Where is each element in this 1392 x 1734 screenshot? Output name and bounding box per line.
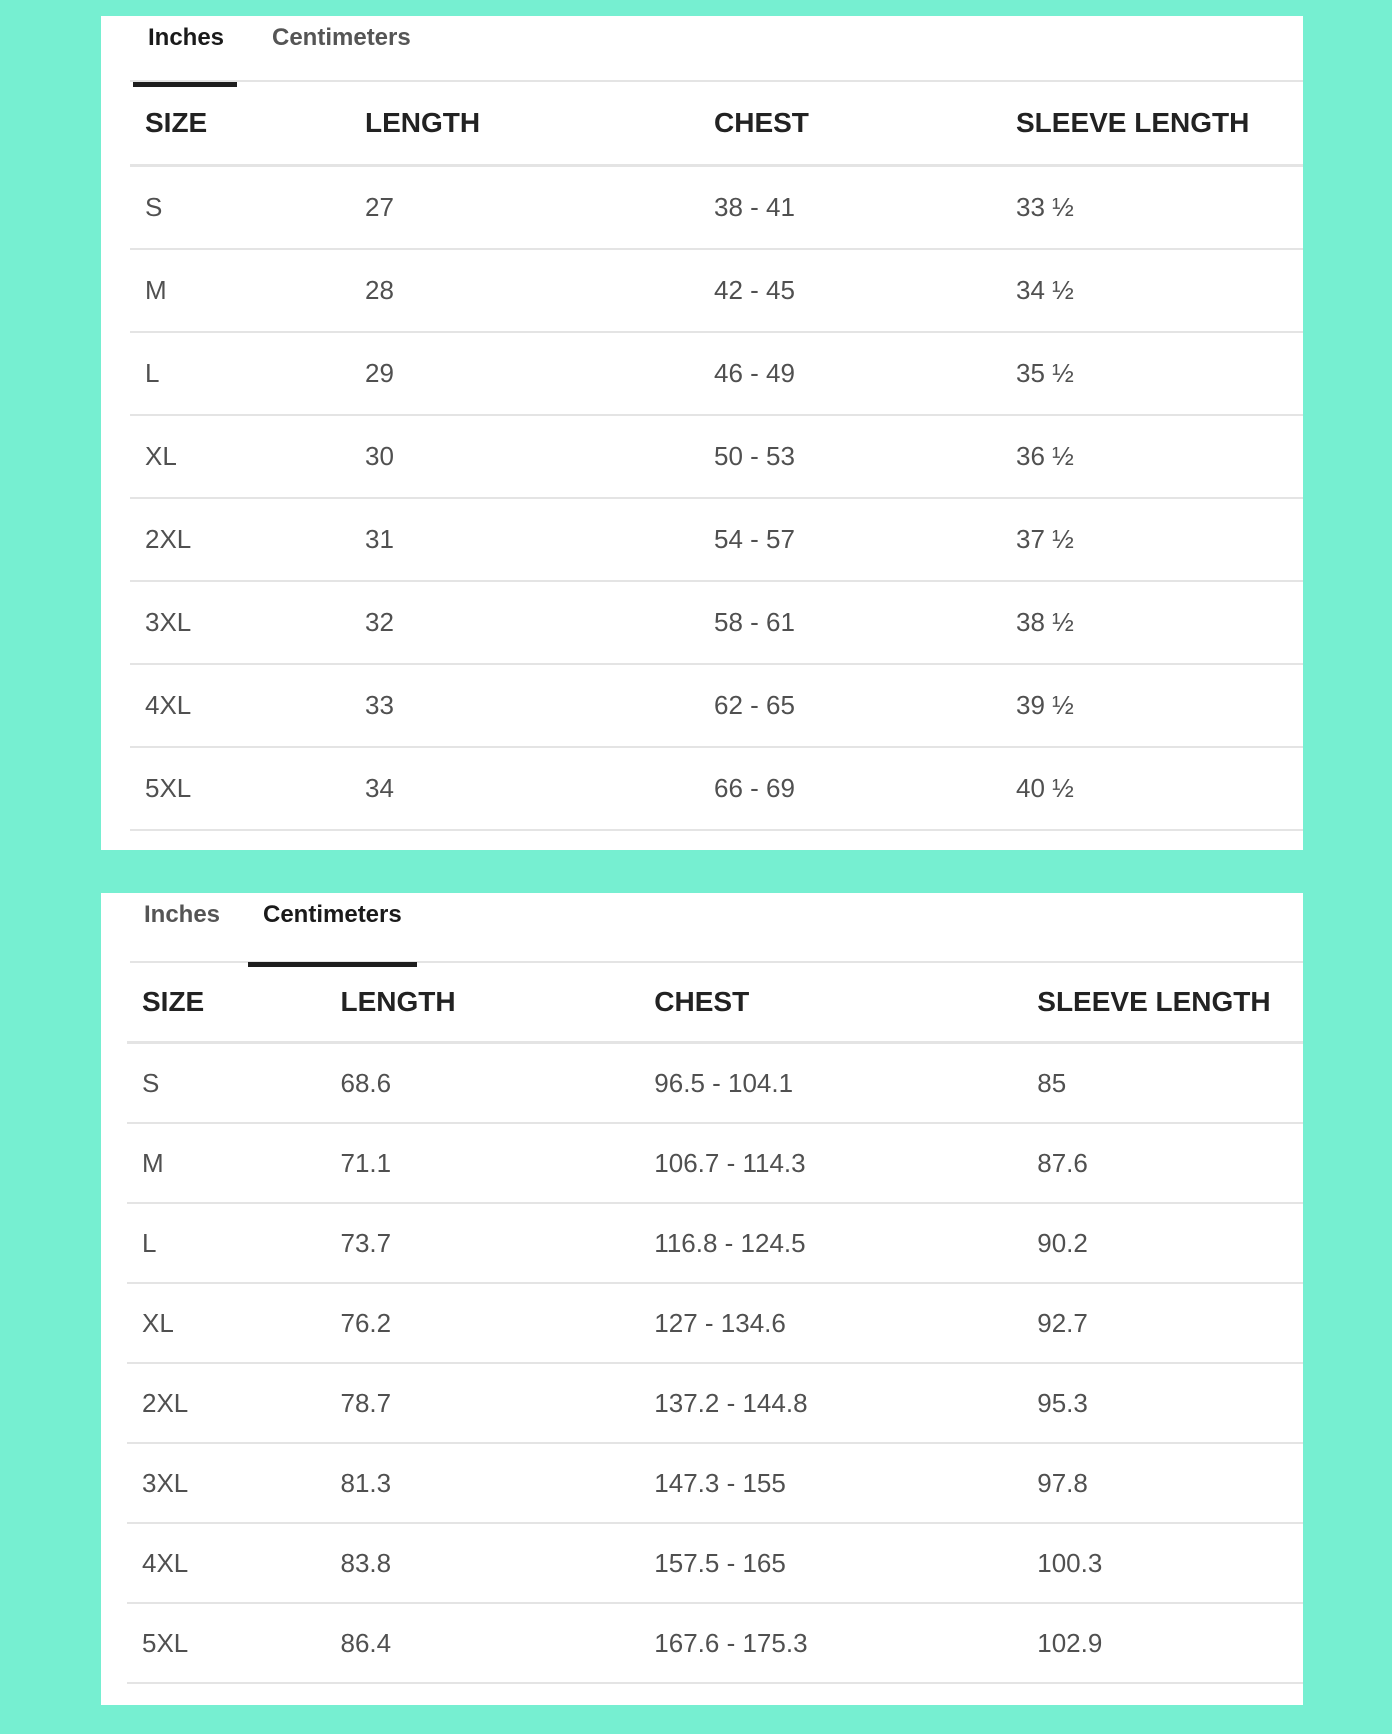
cell-size: L (127, 1203, 326, 1283)
cell-length: 81.3 (326, 1443, 640, 1523)
cell-length: 76.2 (326, 1283, 640, 1363)
cell-sleeve-length: 92.7 (1022, 1283, 1303, 1363)
table-row (130, 415, 1303, 498)
cell-sleeve-length: 87.6 (1022, 1123, 1303, 1203)
table-row (127, 1443, 1303, 1523)
cell-sleeve-length: 38 ½ (1001, 581, 1303, 664)
cell-chest: 157.5 - 165 (639, 1523, 1022, 1603)
cell-sleeve-length: 35 ½ (1001, 332, 1303, 415)
header-sleeve-length: SLEEVE LENGTH (1001, 82, 1303, 166)
table-row (127, 1123, 1303, 1203)
cell-size: S (130, 166, 350, 250)
tab-inches[interactable]: Inches (144, 901, 221, 928)
cell-chest: 116.8 - 124.5 (639, 1203, 1022, 1283)
cell-size: S (127, 1043, 326, 1124)
cell-sleeve-length: 36 ½ (1001, 415, 1303, 498)
cell-chest: 106.7 - 114.3 (639, 1123, 1022, 1203)
header-sleeve-length: SLEEVE LENGTH (1022, 963, 1303, 1043)
cell-length: 73.7 (326, 1203, 640, 1283)
table-row (130, 332, 1303, 415)
cell-length: 33 (350, 664, 699, 747)
cell-length: 78.7 (326, 1363, 640, 1443)
cell-chest: 147.3 - 155 (639, 1443, 1022, 1523)
cell-sleeve-length: 97.8 (1022, 1443, 1303, 1523)
cell-size: XL (127, 1283, 326, 1363)
cell-size: 2XL (130, 498, 350, 581)
cell-length: 30 (350, 415, 699, 498)
cell-sleeve-length: 85 (1022, 1043, 1303, 1124)
cell-size: 4XL (130, 664, 350, 747)
cell-length: 83.8 (326, 1523, 640, 1603)
table-row (130, 166, 1303, 250)
table-row (130, 747, 1303, 830)
cell-size: 3XL (130, 581, 350, 664)
cell-length: 68.6 (326, 1043, 640, 1124)
unit-tabs (130, 16, 1303, 82)
cell-length: 32 (350, 581, 699, 664)
cell-size: M (127, 1123, 326, 1203)
cell-chest: 66 - 69 (699, 747, 1001, 830)
cell-size: 5XL (127, 1603, 326, 1683)
cell-chest: 137.2 - 144.8 (639, 1363, 1022, 1443)
table-row (130, 249, 1303, 332)
cell-size: XL (130, 415, 350, 498)
cell-size: 5XL (130, 747, 350, 830)
cell-chest: 38 - 41 (699, 166, 1001, 250)
cell-sleeve-length: 95.3 (1022, 1363, 1303, 1443)
cell-size: 4XL (127, 1523, 326, 1603)
cell-length: 29 (350, 332, 699, 415)
table-row (127, 1283, 1303, 1363)
cell-length: 28 (350, 249, 699, 332)
cell-chest: 62 - 65 (699, 664, 1001, 747)
cell-size: 2XL (127, 1363, 326, 1443)
cell-sleeve-length: 102.9 (1022, 1603, 1303, 1683)
cell-sleeve-length: 33 ½ (1001, 166, 1303, 250)
table-row (127, 1043, 1303, 1124)
size-table-centimeters (127, 963, 1303, 1684)
cell-chest: 127 - 134.6 (639, 1283, 1022, 1363)
table-row (127, 1603, 1303, 1683)
size-table-inches (130, 82, 1303, 831)
cell-sleeve-length: 37 ½ (1001, 498, 1303, 581)
table-row (130, 498, 1303, 581)
header-chest: CHEST (639, 963, 1022, 1043)
cell-chest: 54 - 57 (699, 498, 1001, 581)
cell-sleeve-length: 100.3 (1022, 1523, 1303, 1603)
cell-size: M (130, 249, 350, 332)
cell-sleeve-length: 34 ½ (1001, 249, 1303, 332)
cell-chest: 46 - 49 (699, 332, 1001, 415)
table-row (127, 1203, 1303, 1283)
cell-sleeve-length: 39 ½ (1001, 664, 1303, 747)
cell-sleeve-length: 40 ½ (1001, 747, 1303, 830)
cell-size: L (130, 332, 350, 415)
table-row (127, 1523, 1303, 1603)
size-chart-inches-panel (101, 16, 1303, 850)
cell-length: 86.4 (326, 1603, 640, 1683)
header-size: SIZE (130, 82, 350, 166)
table-header-row (127, 963, 1303, 1043)
cell-chest: 96.5 - 104.1 (639, 1043, 1022, 1124)
tab-centimeters[interactable]: Centimeters (263, 901, 402, 928)
cell-length: 27 (350, 166, 699, 250)
table-header-row (130, 82, 1303, 166)
cell-chest: 167.6 - 175.3 (639, 1603, 1022, 1683)
header-length: LENGTH (326, 963, 640, 1043)
table-row (127, 1363, 1303, 1443)
table-row (130, 581, 1303, 664)
cell-size: 3XL (127, 1443, 326, 1523)
cell-chest: 58 - 61 (699, 581, 1001, 664)
header-length: LENGTH (350, 82, 699, 166)
cell-chest: 50 - 53 (699, 415, 1001, 498)
unit-tabs (130, 893, 1303, 963)
cell-length: 31 (350, 498, 699, 581)
cell-chest: 42 - 45 (699, 249, 1001, 332)
size-chart-centimeters-panel (101, 893, 1303, 1705)
tab-centimeters[interactable]: Centimeters (272, 24, 411, 51)
cell-sleeve-length: 90.2 (1022, 1203, 1303, 1283)
cell-length: 71.1 (326, 1123, 640, 1203)
tab-inches[interactable]: Inches (148, 24, 225, 51)
header-chest: CHEST (699, 82, 1001, 166)
header-size: SIZE (127, 963, 326, 1043)
table-row (130, 664, 1303, 747)
cell-length: 34 (350, 747, 699, 830)
